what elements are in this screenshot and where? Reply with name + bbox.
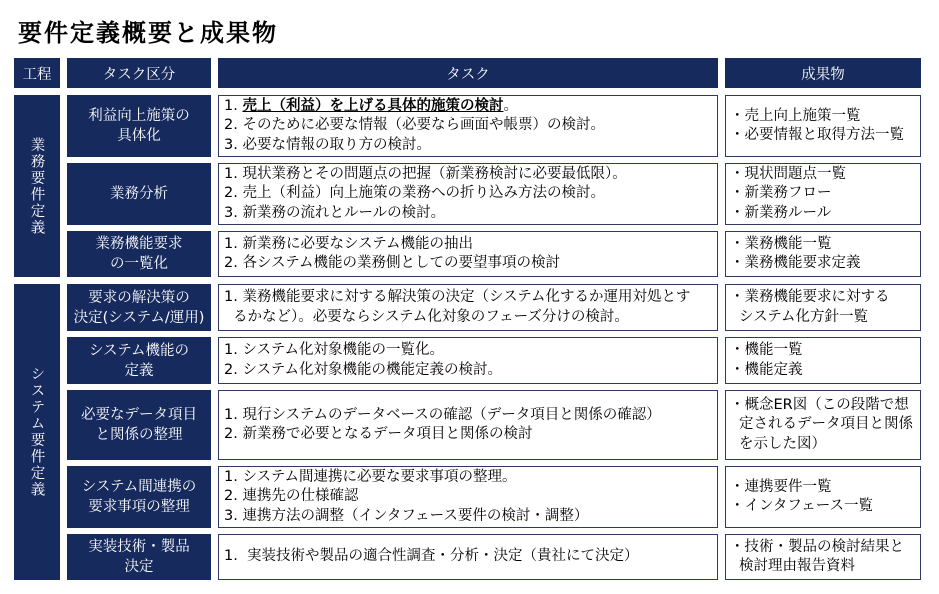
deliverable-item (730, 254, 917, 274)
task-line: 1. 現状業務とその問題点の把握（新業務検討に必要最低限）。 (224, 165, 627, 182)
deliverable-line: ・機能一覧 (730, 342, 803, 358)
deliverable-line: ・概念ER図（この段階で想 (730, 396, 909, 413)
section-rows (67, 284, 921, 580)
task-cell (218, 534, 718, 580)
table-row (67, 95, 921, 157)
deliverable-cell (725, 231, 921, 277)
deliverable-line: ・連携要件一覧 (730, 478, 832, 495)
task-cell (218, 284, 718, 331)
deliverable-item (730, 497, 917, 517)
task-category-cell (67, 95, 211, 157)
table-row (67, 231, 921, 277)
deliverable-cell (725, 466, 921, 528)
task-category-line: 具体化 (117, 128, 161, 144)
header-task-category: タスク区分 (67, 58, 211, 88)
task-line: 2. 売上（利益）向上施策の業務への折り込み方法の検討。 (224, 185, 605, 202)
task-line: 1. 実装技術や製品の適合性調査・分析・決定（貴社にて決定） (224, 548, 639, 565)
table-row (67, 284, 921, 331)
process-cell (14, 284, 60, 580)
emphasized-task-text: 売上（利益）を上げる具体的施策の検討 (242, 97, 504, 114)
task-cell (218, 95, 718, 157)
task-category-line: 業務機能要求 (95, 236, 183, 252)
task-category-line: 業務分析 (110, 186, 168, 202)
task-item (224, 136, 713, 156)
deliverable-item (730, 478, 917, 498)
table-row (67, 534, 921, 580)
task-item (224, 547, 713, 567)
header-task: タスク (218, 58, 718, 88)
deliverable-line: ・技術・製品の検討結果と (730, 538, 904, 555)
task-category-line: の一覧化 (110, 256, 168, 272)
task-category-cell (67, 337, 211, 384)
deliverable-item (730, 396, 917, 455)
task-line: るかなど）。必要ならシステム化対象のフェーズ分けの検討。 (233, 308, 629, 325)
deliverable-line: ・インタフェース一覧 (730, 498, 873, 514)
deliverable-item (730, 107, 917, 127)
task-cell (218, 466, 718, 528)
process-section (14, 284, 921, 580)
deliverable-line: 検討理由報告資料 (739, 558, 855, 574)
deliverable-item (730, 361, 917, 381)
deliverable-item (730, 184, 917, 204)
table-row (67, 390, 921, 460)
deliverable-cell (725, 284, 921, 331)
task-line: 2. 各システム機能の業務側としての要望事項の検討 (224, 255, 560, 271)
task-category-line: 定義 (124, 362, 154, 379)
task-category-cell (67, 466, 211, 528)
task-category-line: 要求の解決策の (88, 289, 190, 306)
process-label: システム要件定義 (28, 366, 45, 498)
deliverable-cell (725, 163, 921, 225)
task-cell (218, 231, 718, 277)
deliverable-line: ・必要情報と取得方法一覧 (730, 127, 904, 143)
deliverable-item (730, 288, 917, 327)
deliverable-cell (725, 390, 921, 460)
task-line (224, 97, 713, 117)
task-item (224, 487, 713, 507)
task-item (224, 116, 713, 136)
deliverable-line: ・業務機能一覧 (730, 235, 832, 252)
deliverable-item (730, 538, 917, 577)
deliverable-item (730, 235, 917, 255)
task-text-part: 1. (224, 97, 243, 114)
deliverable-line: ・売上向上施策一覧 (730, 107, 861, 124)
task-item (224, 406, 713, 426)
deliverable-line: ・業務機能要求に対する (730, 289, 890, 305)
task-item (224, 165, 713, 185)
task-category-cell (67, 284, 211, 331)
task-category-line: 決定(システム/運用) (73, 309, 205, 326)
table-body (14, 95, 921, 580)
task-category-cell (67, 231, 211, 277)
task-category-line: と関係の整理 (95, 427, 183, 443)
task-line: 3. 連携方法の調整（インタフェース要件の検討・調整） (224, 507, 589, 524)
process-label: 業務要件定義 (28, 136, 45, 236)
deliverable-cell (725, 95, 921, 157)
deliverable-line: ・現状問題点一覧 (730, 165, 846, 182)
table-row (67, 466, 921, 528)
deliverable-cell (725, 337, 921, 384)
task-line: 2. 連携先の仕様確認 (224, 488, 359, 505)
header-deliverable: 成果物 (725, 58, 921, 88)
task-category-cell (67, 534, 211, 580)
task-category-cell (67, 390, 211, 460)
task-category-line: システム間連携の (81, 479, 197, 495)
deliverable-line: を示した図） (739, 435, 826, 452)
deliverable-item (730, 204, 917, 224)
task-category-line: 利益向上施策の (88, 108, 190, 124)
task-category-line: システム機能の (88, 342, 190, 359)
task-line: 2. そのために必要な情報（必要なら画面や帳票）の検討。 (224, 117, 605, 134)
task-item (224, 341, 713, 361)
task-item (224, 235, 713, 255)
task-line: 1. 業務機能要求に対する解決策の決定（システム化するか運用対処とす (224, 289, 691, 305)
task-line: 3. 新業務の流れとルールの検討。 (224, 204, 446, 221)
task-item (224, 97, 713, 117)
deliverable-line: ・新業務ルール (730, 204, 832, 221)
table-row (67, 163, 921, 225)
task-line: 1. システム化対象機能の一覧化。 (224, 342, 444, 358)
task-item (224, 204, 713, 224)
task-category-line: 要求事項の整理 (88, 499, 190, 515)
task-item (224, 254, 713, 274)
task-text-part: 。 (503, 97, 518, 114)
deliverable-line: ・新業務フロー (730, 185, 832, 202)
deliverable-cell (725, 534, 921, 580)
task-line: 3. 必要な情報の取り方の検討。 (224, 136, 431, 153)
header-process: 工程 (14, 58, 60, 88)
table-row (67, 337, 921, 384)
task-line: 1. 新業務に必要なシステム機能の抽出 (224, 235, 473, 252)
deliverable-line: ・機能定義 (730, 361, 803, 378)
task-item (224, 507, 713, 527)
process-cell (14, 95, 60, 277)
deliverable-line: 定されるデータ項目と関係 (739, 416, 913, 433)
task-category-cell (67, 163, 211, 225)
table-header (14, 58, 921, 88)
deliverable-line: ・業務機能要求定義 (730, 255, 861, 271)
task-item (224, 361, 713, 381)
task-line: 1. システム間連携に必要な要求事項の整理。 (224, 468, 517, 485)
process-section (14, 95, 921, 277)
section-rows (67, 95, 921, 277)
task-item (224, 184, 713, 204)
task-category-line: 実装技術・製品 (88, 539, 190, 555)
task-item (224, 288, 713, 327)
task-category-line: 決定 (124, 559, 154, 575)
task-category-line: 必要なデータ項目 (81, 407, 197, 423)
deliverable-line: システム化方針一覧 (739, 308, 869, 325)
task-line: 2. 新業務で必要となるデータ項目と関係の検討 (224, 426, 533, 442)
task-line: 1. 現行システムのデータベースの確認（データ項目と関係の確認） (224, 406, 661, 423)
task-cell (218, 390, 718, 460)
task-item (224, 468, 713, 488)
deliverable-item (730, 126, 917, 146)
page-title: 要件定義概要と成果物 (18, 19, 278, 47)
deliverable-item (730, 341, 917, 361)
task-item (224, 425, 713, 445)
task-cell (218, 163, 718, 225)
requirements-table (14, 58, 921, 580)
deliverable-item (730, 165, 917, 185)
task-line: 2. システム化対象機能の機能定義の検討。 (224, 361, 502, 378)
task-cell (218, 337, 718, 384)
